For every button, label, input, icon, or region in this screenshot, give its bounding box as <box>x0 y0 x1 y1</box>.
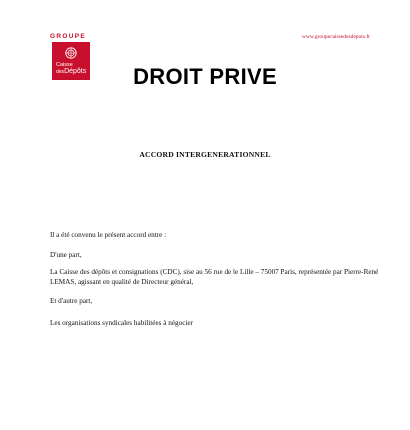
website-link[interactable]: www.groupecaissedesdepots.fr <box>301 34 370 40</box>
paragraph-intro: Il a été convenu le présent accord entre : <box>50 231 167 239</box>
logo-des-text: des <box>56 69 65 75</box>
logo-caisse-text: Caisse <box>56 62 73 68</box>
emblem-icon <box>63 46 79 60</box>
paragraph-second-party-label: Et d'autre part, <box>50 297 93 305</box>
page-title: DROIT PRIVE <box>133 64 277 89</box>
paragraph-first-party: La Caisse des dépôts et consignations (CDC), sise au 56 rue de le Lille – 75007 Paris, représentée par Pierre-René LEMAS, agissant en qualité de Directeur général, <box>50 268 379 286</box>
paragraph-second-party: Les organisations syndicales habilitées à négocier <box>50 319 193 327</box>
paragraph-first-party-label: D'une part, <box>50 251 82 259</box>
document-heading: ACCORD INTERGENERATIONNEL <box>139 150 271 159</box>
logo-depots-word: Dépôts <box>64 68 87 75</box>
logo-groupe-label: GROUPE <box>50 33 86 40</box>
